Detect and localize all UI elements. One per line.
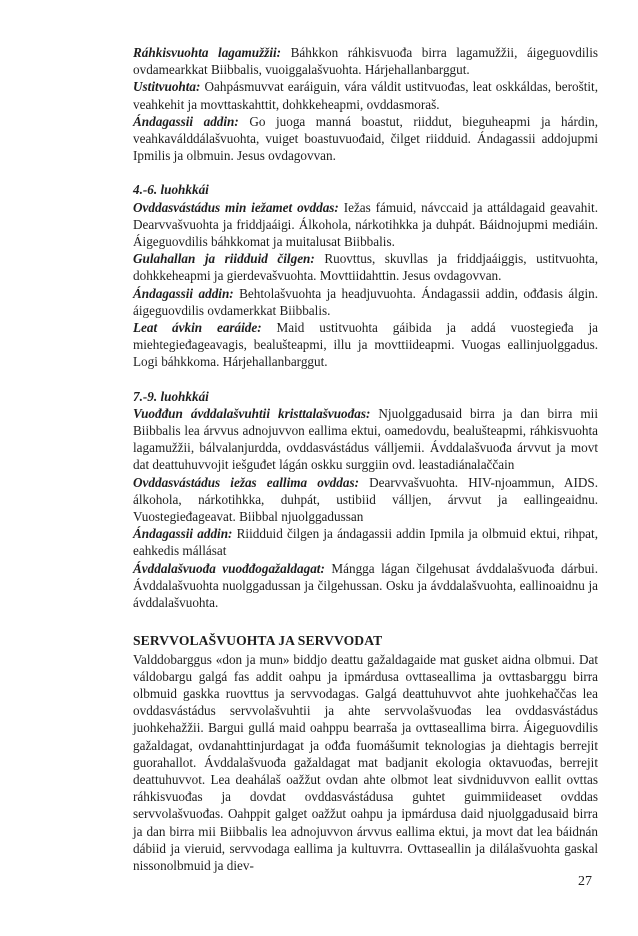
section-title: SERVVOLAŠVUOHTA JA SERVVODAT: [133, 633, 383, 649]
topic-text: Ruovttus, skuvllas ja friddjaáiggis, ustitvuohta, dohkkeheapmi ja gierdevašvuohta. Movttiidahttin. Jesus ovdagovvan.: [133, 251, 599, 284]
topic-label: Gulahallan ja riidduid čilgen:: [133, 251, 315, 267]
topic-text: Oahpásmuvvat earáiguin, vára váldit ustitvuođas, leat oskkáldas, beroštit, veahkehit ja movttaskahttit, dohkkeheapmi, ovddasmoraš.: [133, 79, 598, 112]
topic-paragraph: [133, 199, 598, 251]
topic-label: Ándagassii addin:: [133, 285, 234, 301]
topic-text: Mángga lágan čilgehusat ávddalašvuođa dárbui. Ávddalašvuohta nuolggadussan ja čilgehussan. Osku ja ávddalašvuohta, eallinoaidnu ja ávddalašvuohta.: [133, 560, 599, 611]
topic-paragraph: [133, 319, 598, 371]
topic-text: Go juoga manná boastut, riiddut, bieguheapmi ja hárdin, veahkaválddálašvuohta, vuiget boastuvuođaid, čilget riidduid. Ándagassii addojupmi Ipmilis ja olbmuin. Jesus ovdagovvan.: [133, 113, 598, 164]
topic-label: Ovddasvástádus iežas eallima ovddas:: [133, 474, 359, 490]
topic-label: Leat ávkin earáide:: [133, 320, 262, 336]
document-page: [133, 44, 598, 874]
topic-label: Ovddasvástádus min iežamet ovddas:: [133, 199, 339, 215]
topic-paragraph: [133, 285, 598, 319]
topic-label: Ustitvuohta:: [133, 79, 201, 95]
topic-text: Iežas fámuid, návccaid ja attáldagaid geavahit. Dearvvašvuohta ja friddjaáigi. Álkohola, nárkotihkka ja duhpát. Báidnojupmi mediáin. Áigeguovdilis báhkkomat ja muitalusat Biibbalis.: [133, 199, 598, 250]
topic-text: Riidduid čilgen ja ándagassii addin Ipmila ja olbmuid ektui, rihpat, eahkedis mállásat: [133, 526, 598, 559]
section-body: Valddobarggus «don ja mun» biddjo deattu gažaldagaide mat gusket aidna olbmui. Dat váldobargu galgá fas addit oahpu ja ipmárdusa ovttaseallima ja ovttasbarggu birra olbmuid gaskka ruovttus ja servvodagas. Galgá deattuhuvvot ahte juohkehaččas lea ovddasvástádus servvolašvuhtii ja ahte servvolašvuođas lea ovddasvástádus juohkehažžii. Bargui gullá maid oahppu bearraša ja ovttaseallima birra. Áigeguovdilis gažaldagat, ovdanahttinjurdagat ja ođđa fuomášumit teknologias ja diehtagis berrejit guorahallot. Ávddalašvuođa gažaldagat mat badjanit ekologia oktavuođas, berrejit deattuhuvvot. Lea deahálaš oažžut ovdan ahte olbmot leat sivdniduvvon eallit ovttas ráhkisvuođas ja dovdat ovddasvástádusa guhtet guimmiideaset ovddas servvolašvuođas. Oahppit galget oažžut oahpu ja ipmárdusa daid njuolggadusaid birra ja dan birra mii Biibbalis lea adnojuvvon árvvus eallima ektui, ja movt dat lea báidnán dábiid ja vieruid, servvodaga eallima ja kultuvrra. Ovttaseallin ja dilálašvuohta gaskal nissonolbmuid ja diev-: [133, 651, 598, 873]
section-servvolasvuohta: [133, 632, 598, 874]
topics-block-1: [133, 44, 598, 164]
page-number: 27: [578, 874, 592, 889]
topic-text: Dearvvašvuohta. HIV-njoammun, AIDS. álkohola, nárkotihkka, duhpát, ustibiid válljen, árvvut ja eallingeaidnu. Vuostegieđageavat. Biibbal njuolggadussan: [133, 474, 599, 525]
topic-paragraph: [133, 560, 598, 612]
topic-text: Báhkkon ráhkisvuođa birra lagamužžii, áigeguovdilis ovdamearkkat Biibbalis, vuoiggalašvuohta. Hárjehallanbarggut.: [133, 45, 599, 78]
topic-label: Ándagassii addin:: [133, 113, 239, 129]
topic-label: Vuođđun ávddalašvuhtii kristtalašvuođas:: [133, 405, 371, 421]
grade-block-7-9: [133, 388, 598, 612]
topic-text: Njuolggadusaid birra ja dan birra mii Biibbalis lea árvvus adnojuvvon eallima ektui, oamedovdu, bealušteapmi, ráhkisvuohta lagamužžii, bálvalanjurdda, ovddasvástádus válljemii. Ávddalašvuođa árvvut ja movt dat deattuhuvvojit iešguđet lágán oskku surggiin ovd. leastadiánalaččain: [133, 405, 598, 473]
topic-label: Ándagassii addin:: [133, 526, 233, 542]
topic-text: Behtolašvuohta ja headjuvuohta. Ándagassii addin, ođđasis álgin. áigeguovdilis ovdamerkkat Biibbalis.: [133, 285, 599, 318]
topic-paragraph: [133, 405, 598, 474]
topic-paragraph: [133, 474, 598, 526]
grade-heading: 4.-6. luohkkái: [133, 182, 209, 198]
grade-heading: 7.-9. luohkkái: [133, 388, 209, 404]
topic-paragraph: [133, 250, 598, 284]
topic-paragraph: [133, 113, 598, 165]
topic-text: Maid ustitvuohta gáibida ja addá vuostegieđa ja miehtegieđageavagis, bealušteapmi, illu ja movttiideapmi. Vuogas eallinjuolggadus. Logi báhkkoma. Hárjehallanbarggut.: [133, 320, 599, 370]
grade-block-4-6: [133, 181, 598, 370]
topic-paragraph: [133, 78, 598, 112]
topic-paragraph: [133, 525, 598, 559]
topic-paragraph: [133, 44, 598, 78]
topic-label: Ráhkisvuohta lagamužžii:: [133, 45, 282, 60]
topic-label: Ávddalašvuođa vuođđogažaldagat:: [133, 560, 325, 576]
